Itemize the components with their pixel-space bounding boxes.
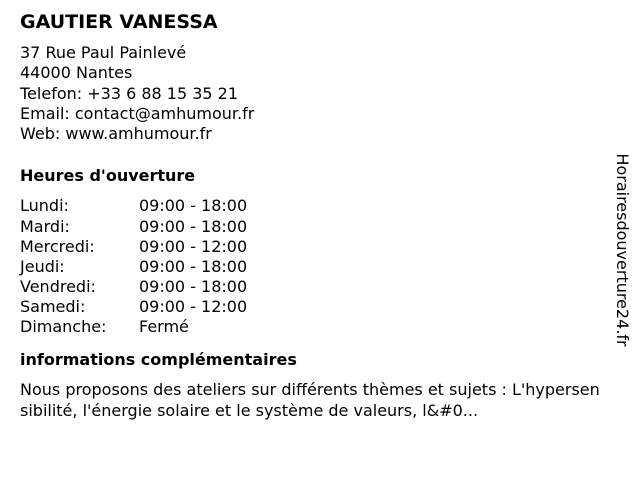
web-line: Web: www.amhumour.fr [20,124,212,144]
address-street: 37 Rue Paul Painlevé [20,43,187,62]
hours-row-saturday [20,297,600,317]
day-label: Jeudi: [20,256,65,276]
day-label: Samedi: [20,296,86,316]
day-label: Vendredi: [20,276,96,296]
time-value: Fermé [139,317,189,337]
contact-block [20,43,600,144]
time-value: 09:00 - 18:00 [139,216,248,236]
address-city: 44000 Nantes [20,63,133,83]
time-value: 09:00 - 12:00 [139,236,248,256]
time-value: 09:00 - 18:00 [139,276,248,296]
additional-info-heading: informations complémentaires [20,350,297,370]
hours-row-wednesday [20,237,600,257]
email-line: Email: contact@amhumour.fr [20,103,255,123]
time-value: 09:00 - 12:00 [139,296,248,316]
hours-row-sunday [20,317,600,337]
day-label: Mercredi: [20,236,95,256]
time-value: 09:00 - 18:00 [139,256,248,276]
business-name: GAUTIER VANESSA [20,11,218,33]
business-card [20,10,600,421]
hours-row-friday [20,277,600,297]
hours-row-monday [20,196,600,216]
site-watermark: Horairesdouverture24.fr [613,153,632,347]
additional-info-text: Nous proposons des ateliers sur différents thèmes et sujets : L'hypersensibilité, l'énergie solaire et le système de valeurs, l&#0... [20,380,600,421]
phone-line: Telefon: +33 6 88 15 35 21 [20,83,239,103]
day-label: Lundi: [20,196,69,216]
opening-hours-table [20,196,600,337]
day-label: Dimanche: [20,317,107,337]
hours-row-tuesday [20,217,600,237]
time-value: 09:00 - 18:00 [139,196,248,216]
day-label: Mardi: [20,216,70,236]
hours-row-thursday [20,257,600,277]
opening-hours-heading: Heures d'ouverture [20,166,196,186]
